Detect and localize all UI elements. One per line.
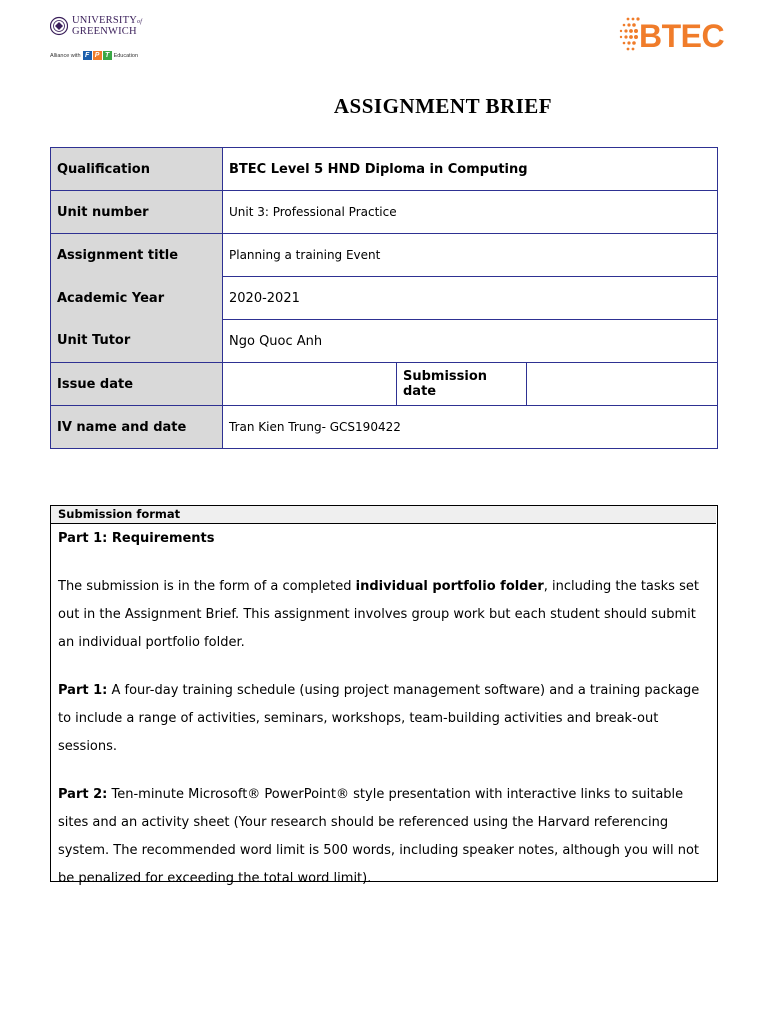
iv-name-value: Tran Kien Trung- GCS190422 [223, 406, 718, 449]
issue-date-label: Issue date [51, 363, 223, 406]
page-title: ASSIGNMENT BRIEF [333, 94, 553, 118]
table-row [51, 191, 718, 234]
academic-year-value: 2020-2021 [223, 277, 718, 320]
btec-wordmark: BTEC [639, 18, 725, 54]
submission-format-header: Submission format [51, 506, 716, 524]
greenwich-crest-icon [50, 16, 68, 36]
table-row [51, 148, 718, 191]
alliance-line: Alliance with F P T Education [50, 52, 139, 59]
academic-year-label: Academic Year [51, 277, 223, 320]
table-row [51, 277, 718, 320]
intro-paragraph: The submission is in the form of a completed individual portfolio folder, including the tasks set out in the Assignment Brief. This assignment involves group work but each student should submit an individual portfolio folder. [58, 579, 699, 650]
table-row [51, 234, 718, 277]
unit-number-label: Unit number [51, 191, 223, 234]
submission-format-box [50, 505, 718, 886]
fpt-logo: F P T [83, 51, 112, 60]
submission-date-value [527, 363, 718, 406]
iv-name-label: IV name and date [51, 406, 223, 449]
unit-tutor-value: Ngo Quoc Anh [223, 320, 718, 363]
assignment-title-value: Planning a training Event [223, 234, 718, 277]
submission-date-label: Submission date [397, 363, 527, 406]
issue-date-value [223, 363, 397, 406]
part2-paragraph: Part 2: Ten-minute Microsoft® PowerPoint® style presentation with interactive links to suitable sites and an activity sheet (Your research should be referenced using the Harvard referencing system. The recommended word limit is 500 words, including speaker notes, although you will not be penalized for exceeding the total word limit). [58, 787, 700, 886]
university-name: UNIVERSITYof GREENWICH [72, 15, 143, 37]
submission-format-body [58, 525, 706, 893]
btec-logo [618, 16, 748, 56]
table-row [51, 320, 718, 363]
assignment-info-table [50, 147, 718, 449]
unit-tutor-label: Unit Tutor [51, 320, 223, 363]
qualification-value: BTEC Level 5 HND Diploma in Computing [223, 148, 718, 191]
unit-number-value: Unit 3: Professional Practice [223, 191, 718, 234]
part1-heading: Part 1: Requirements [58, 531, 215, 546]
table-row [51, 363, 718, 406]
qualification-label: Qualification [51, 148, 223, 191]
greenwich-logo [50, 15, 150, 65]
table-row [51, 406, 718, 449]
assignment-title-label: Assignment title [51, 234, 223, 277]
part1-paragraph: Part 1: A four-day training schedule (using project management software) and a training package to include a range of activities, seminars, workshops, team-building activities and break-out sessions. [58, 683, 700, 754]
